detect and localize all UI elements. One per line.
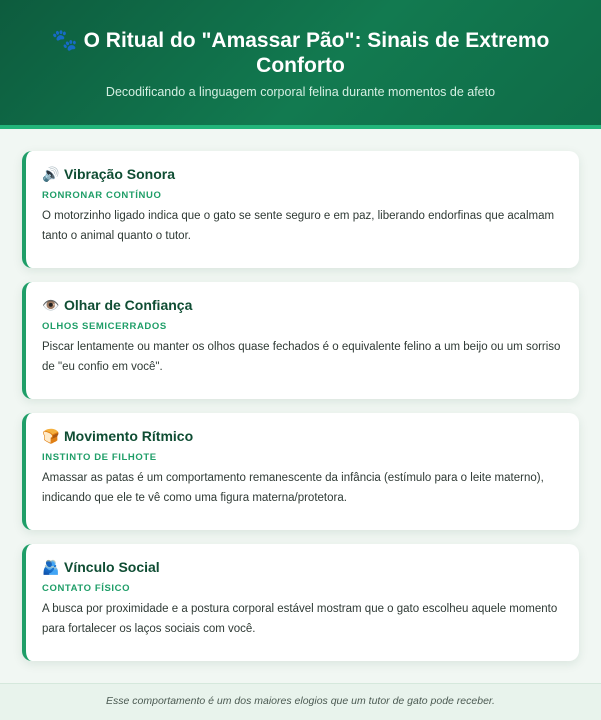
page-subtitle: Decodificando a linguagem corporal felina durante momentos de afeto bbox=[105, 85, 496, 99]
card-description: A busca por proximidade e a postura corporal estável mostram que o gato escolheu aquele momento para fortalecer os laços sociais com você. bbox=[42, 603, 558, 635]
card-title: Vínculo Social bbox=[64, 559, 160, 575]
card-title-row bbox=[42, 558, 561, 576]
card-vibration bbox=[22, 151, 579, 268]
card-rhythm bbox=[22, 413, 579, 530]
page-title: 🐾 O Ritual do "Amassar Pão": Sinais de Extremo Conforto bbox=[51, 29, 550, 77]
people-hugging-icon: 🫂 bbox=[42, 559, 60, 575]
card-title-row bbox=[42, 427, 561, 445]
card-social bbox=[22, 544, 579, 661]
card-subtitle: CONTATO FÍSICO bbox=[42, 583, 131, 594]
card-subtitle: RONRONAR CONTÍNUO bbox=[42, 190, 162, 201]
speaker-icon: 🔊 bbox=[42, 166, 60, 182]
card-title: Movimento Rítmico bbox=[64, 428, 194, 444]
card-title-row bbox=[42, 165, 561, 183]
card-subtitle: INSTINTO DE FILHOTE bbox=[42, 452, 157, 463]
card-title: Olhar de Confiança bbox=[64, 297, 193, 313]
card-title: Vibração Sonora bbox=[64, 166, 176, 182]
card-subtitle: OLHOS SEMICERRADOS bbox=[42, 321, 167, 332]
page-header bbox=[0, 0, 601, 129]
footer-note: Esse comportamento é um dos maiores elogios que um tutor de gato pode receber. bbox=[106, 695, 495, 707]
card-list bbox=[22, 151, 579, 675]
card-description: Piscar lentamente ou manter os olhos quase fechados é o equivalente felino a um beijo ou um sorriso de "eu confio em você". bbox=[42, 341, 561, 373]
card-title-row bbox=[42, 296, 561, 314]
page-footer bbox=[0, 683, 601, 720]
card-description: O motorzinho ligado indica que o gato se sente seguro e em paz, liberando endorfinas que acalmam tanto o animal quanto o tutor. bbox=[42, 210, 555, 242]
bread-icon: 🍞 bbox=[42, 428, 60, 444]
card-description: Amassar as patas é um comportamento remanescente da infância (estímulo para o leite materno), indicando que ele te vê como uma figura materna/protetora. bbox=[42, 472, 544, 504]
eye-icon: 👁️ bbox=[42, 297, 60, 313]
card-gaze bbox=[22, 282, 579, 399]
